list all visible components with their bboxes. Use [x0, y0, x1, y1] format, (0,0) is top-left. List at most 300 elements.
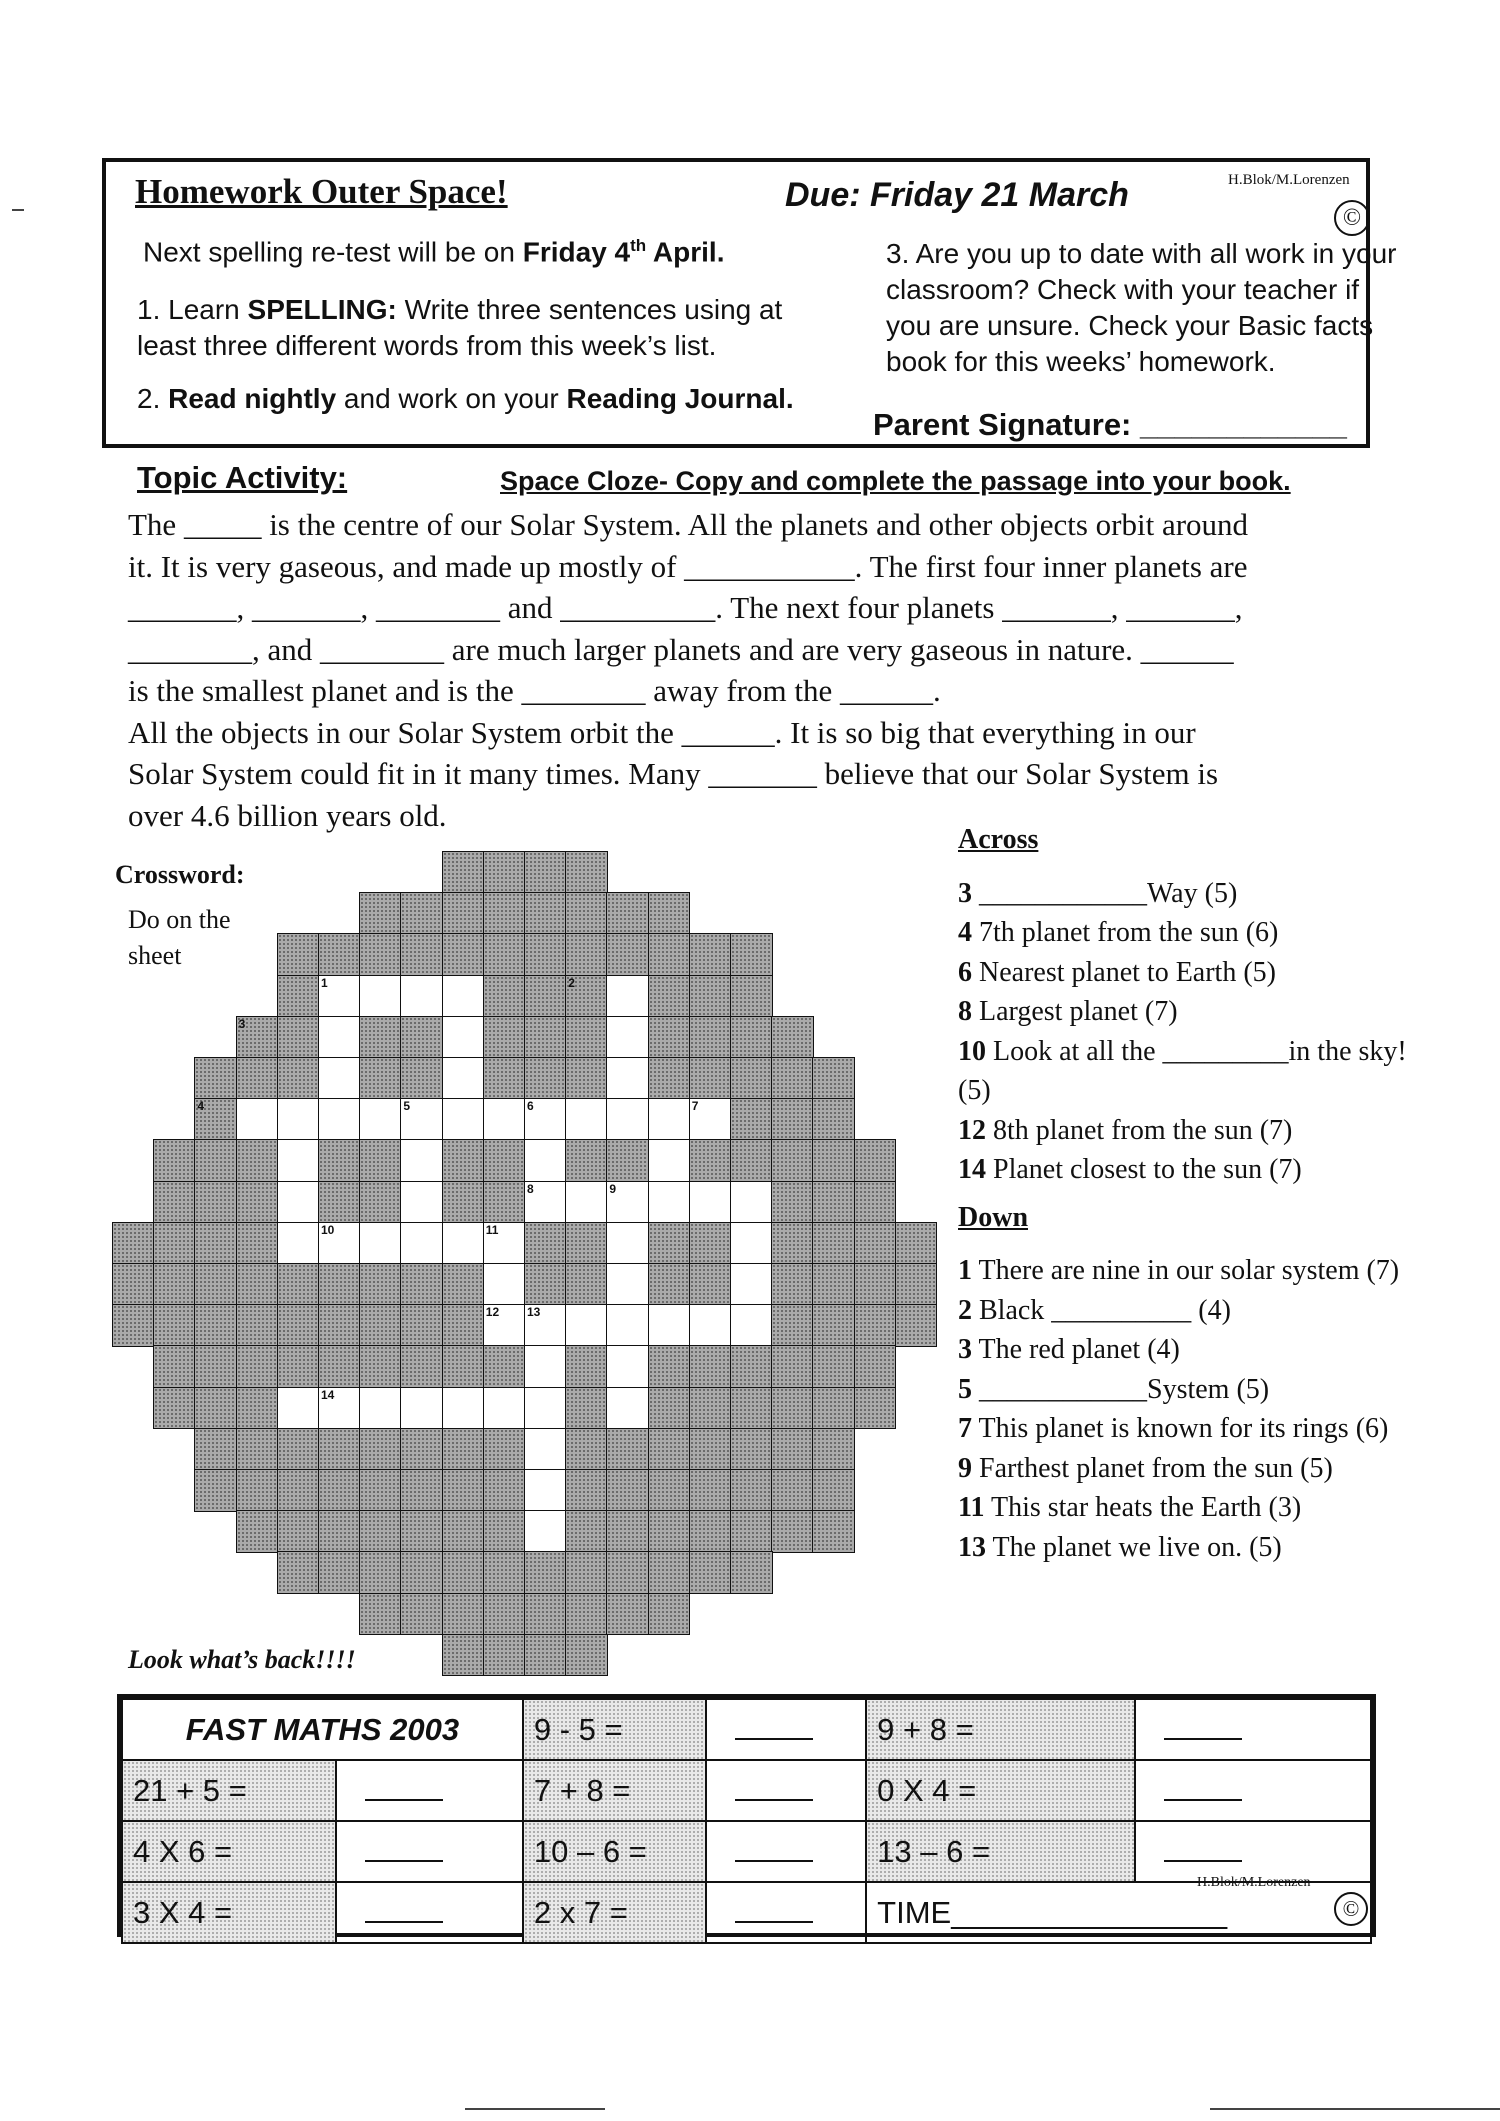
clue-number: 9: [609, 1181, 617, 1196]
cloze-line: All the objects in our Solar System orbit the ______. It is so big that everything in our: [128, 714, 1196, 750]
crossword-answer-cell[interactable]: [648, 1304, 691, 1347]
crossword-clues: [958, 820, 1428, 1567]
crossword-block-cell: [483, 933, 526, 976]
crossword-block-cell: [771, 1345, 814, 1388]
crossword-block-cell: [606, 1551, 649, 1594]
cloze-line: is the smallest planet and is the ________ away from the ______.: [128, 673, 941, 708]
crossword-answer-cell[interactable]: [524, 1139, 567, 1182]
crossword-answer-cell[interactable]: [318, 1098, 361, 1141]
crossword-block-cell: [648, 892, 691, 935]
clue-item: [958, 1330, 1428, 1370]
crossword-answer-cell[interactable]: [483, 1098, 526, 1141]
retest-sup: th: [630, 236, 647, 255]
crossword-block-cell: [277, 1510, 320, 1553]
crossword-block-cell: [359, 892, 402, 935]
crossword-block-cell: [194, 1263, 237, 1306]
crossword-block-cell: [359, 933, 402, 976]
crossword-answer-cell[interactable]: [483, 1263, 526, 1306]
crossword-block-cell: [359, 1469, 402, 1512]
maths-answer[interactable]: [1135, 1760, 1371, 1821]
item2-bold2: Reading Journal.: [566, 383, 794, 414]
crossword-answer-cell[interactable]: [606, 1057, 649, 1100]
crossword-answer-cell[interactable]: [318, 1016, 361, 1059]
crossword-block-cell: [483, 1469, 526, 1512]
maths-answer[interactable]: [706, 1699, 866, 1760]
crossword-block-cell: [524, 1222, 567, 1265]
clue-item-text: This star heats the Earth (3): [984, 1492, 1302, 1523]
crossword-answer-cell[interactable]: [318, 1387, 361, 1430]
crossword-answer-cell[interactable]: [730, 1304, 773, 1347]
item2-bold1: Read nightly: [168, 383, 337, 414]
crossword-block-cell: [689, 1428, 732, 1471]
crossword-block-cell: [730, 1469, 773, 1512]
topic-activity-label: Topic Activity:: [137, 460, 348, 495]
crossword-block-cell: [153, 1345, 196, 1388]
crossword-block-cell: [565, 1387, 608, 1430]
clue-item-text: Farthest planet from the sun (5): [972, 1452, 1333, 1484]
crossword-block-cell: [524, 933, 567, 976]
crossword-block-cell: [194, 1304, 237, 1347]
crossword-block-cell: [442, 1263, 485, 1306]
crossword-answer-cell[interactable]: [606, 1222, 649, 1265]
crossword-block-cell: [483, 1428, 526, 1471]
homework-item-reading: [137, 383, 794, 415]
crossword-block-cell: [400, 1593, 443, 1636]
crossword-answer-cell[interactable]: [277, 1387, 320, 1430]
crossword-block-cell: [606, 1428, 649, 1471]
crossword-block-cell: [153, 1304, 196, 1347]
maths-answer[interactable]: [336, 1821, 522, 1882]
crossword-answer-cell[interactable]: [400, 975, 443, 1018]
crossword-answer-cell[interactable]: [524, 1304, 567, 1347]
crossword-block-cell: [359, 1181, 402, 1224]
crossword-answer-cell[interactable]: [689, 1181, 732, 1224]
crossword-block-cell: [277, 1263, 320, 1306]
crossword-answer-cell[interactable]: [524, 1345, 567, 1388]
copyright-icon: ©: [1334, 200, 1370, 236]
crossword-answer-cell[interactable]: [606, 1345, 649, 1388]
maths-answer[interactable]: [706, 1821, 866, 1882]
crossword-block-cell: [442, 1634, 485, 1677]
crossword-answer-cell[interactable]: [442, 1016, 485, 1059]
crossword-block-cell: [771, 1016, 814, 1059]
crossword-block-cell: [606, 892, 649, 935]
crossword-block-cell: [524, 975, 567, 1018]
crossword-answer-cell[interactable]: [606, 1263, 649, 1306]
crossword-block-cell: [318, 1263, 361, 1306]
crossword-block-cell: [400, 1551, 443, 1594]
crossword-answer-cell[interactable]: [524, 1510, 567, 1553]
maths-answer[interactable]: [706, 1760, 866, 1821]
crossword-block-cell: [771, 1387, 814, 1430]
clue-number: 13: [527, 1305, 541, 1320]
crossword-block-cell: [277, 1057, 320, 1100]
crossword-block-cell: [442, 1551, 485, 1594]
crossword-answer-cell[interactable]: [277, 1181, 320, 1224]
crossword-block-cell: [565, 1263, 608, 1306]
crossword-block-cell: [194, 1139, 237, 1182]
crossword-block-cell: [812, 1098, 855, 1141]
clue-item: [958, 992, 1428, 1032]
clue-item: [958, 1409, 1428, 1449]
crossword-block-cell: [606, 933, 649, 976]
scan-mark: [12, 209, 24, 211]
clue-item-text: 8th planet from the sun (7): [986, 1114, 1293, 1146]
crossword-block-cell: [689, 1469, 732, 1512]
crossword-block-cell: [442, 892, 485, 935]
crossword-block-cell: [812, 1510, 855, 1553]
crossword-block-cell: [648, 1510, 691, 1553]
crossword-block-cell: [565, 1469, 608, 1512]
crossword-answer-cell[interactable]: [400, 1098, 443, 1141]
crossword-answer-cell[interactable]: [524, 1098, 567, 1141]
crossword-block-cell: [483, 1181, 526, 1224]
homework-item-spelling: [137, 292, 837, 364]
crossword-answer-cell[interactable]: [400, 1181, 443, 1224]
crossword-block-cell: [400, 933, 443, 976]
fast-maths-title: FAST MATHS 2003: [122, 1699, 523, 1760]
crossword-block-cell: [236, 1181, 279, 1224]
topic-instruction: Space Cloze- Copy and complete the passage into your book.: [500, 466, 1291, 496]
crossword-block-cell: [730, 1139, 773, 1182]
retest-notice: [143, 236, 724, 268]
cloze-line: _______, _______, ________ and __________. The next four planets _______, _______,: [128, 590, 1243, 625]
crossword-block-cell: [565, 851, 608, 894]
crossword-block-cell: [771, 1304, 814, 1347]
crossword-block-cell: [442, 1593, 485, 1636]
crossword-block-cell: [442, 851, 485, 894]
crossword-block-cell: [689, 1510, 732, 1553]
item2-num: 2.: [137, 383, 169, 414]
due-date: Due: Friday 21 March: [785, 176, 1129, 214]
cloze-line: Solar System could fit in it many times. Many _______ believe that our Solar System is: [128, 756, 1219, 791]
crossword-block-cell: [236, 1304, 279, 1347]
crossword-answer-cell[interactable]: [359, 1098, 402, 1141]
maths-question: 0 X 4 =: [866, 1760, 1135, 1821]
crossword-block-cell: [236, 1387, 279, 1430]
clue-item: [958, 1111, 1428, 1151]
clue-number: 1: [321, 975, 328, 990]
crossword-answer-cell[interactable]: [524, 1387, 567, 1430]
crossword-answer-cell[interactable]: [359, 1387, 402, 1430]
clue-number: 2: [568, 975, 575, 990]
crossword-block-cell: [648, 1057, 691, 1100]
crossword-block-cell: [194, 1345, 237, 1388]
crossword-answer-cell[interactable]: [565, 1181, 608, 1224]
crossword-block-cell: [689, 1057, 732, 1100]
crossword-block-cell: [648, 1222, 691, 1265]
crossword-block-cell: [112, 1263, 155, 1306]
crossword-answer-cell[interactable]: [524, 1469, 567, 1512]
crossword-answer-cell[interactable]: [730, 1263, 773, 1306]
clue-item-number: 1: [958, 1255, 972, 1286]
clue-item-number: 10: [958, 1035, 986, 1067]
maths-question: 3 X 4 =: [122, 1882, 336, 1943]
crossword-block-cell: [318, 1181, 361, 1224]
maths-question: 13 – 6 =: [866, 1821, 1135, 1882]
scan-mark: [465, 2108, 605, 2110]
crossword-answer-cell[interactable]: [359, 1222, 402, 1265]
clue-item-text: There are nine in our solar system (7): [972, 1255, 1400, 1286]
crossword-answer-cell[interactable]: [318, 975, 361, 1018]
crossword-block-cell: [812, 1222, 855, 1265]
crossword-block-cell: [194, 1387, 237, 1430]
crossword-block-cell: [565, 933, 608, 976]
crossword-answer-cell[interactable]: [524, 1428, 567, 1471]
maths-question: 4 X 6 =: [122, 1821, 336, 1882]
crossword-answer-cell[interactable]: [606, 975, 649, 1018]
crossword-block-cell: [812, 1263, 855, 1306]
crossword-block-cell: [277, 1345, 320, 1388]
maths-answer[interactable]: [1135, 1821, 1371, 1882]
crossword-answer-cell[interactable]: [318, 1057, 361, 1100]
crossword-block-cell: [565, 1428, 608, 1471]
crossword-block-cell: [524, 1551, 567, 1594]
crossword-block-cell: [318, 1510, 361, 1553]
crossword-block-cell: [400, 1016, 443, 1059]
crossword-answer-cell[interactable]: [442, 1098, 485, 1141]
clue-item-text: Largest planet (7): [972, 996, 1178, 1027]
maths-question: 2 x 7 =: [523, 1882, 706, 1943]
across-clue-list: [958, 874, 1428, 1190]
maths-question: 10 – 6 =: [523, 1821, 706, 1882]
crossword-block-cell: [524, 1593, 567, 1636]
crossword-answer-cell[interactable]: [359, 975, 402, 1018]
crossword-block-cell: [689, 1387, 732, 1430]
crossword-block-cell: [400, 1057, 443, 1100]
crossword-answer-cell[interactable]: [606, 1304, 649, 1347]
maths-answer[interactable]: [336, 1760, 522, 1821]
clue-item: [958, 1291, 1428, 1331]
crossword-block-cell: [565, 1634, 608, 1677]
retest-day: Friday 4: [522, 236, 631, 268]
crossword-answer-cell[interactable]: [689, 1098, 732, 1141]
time-field[interactable]: TIME________________: [866, 1882, 1371, 1943]
crossword-answer-cell[interactable]: [730, 1222, 773, 1265]
crossword-block-cell: [648, 1263, 691, 1306]
crossword-block-cell: [524, 851, 567, 894]
crossword-answer-cell[interactable]: [606, 1016, 649, 1059]
clue-item-number: 14: [958, 1154, 986, 1185]
crossword-block-cell: [812, 1057, 855, 1100]
maths-answer[interactable]: [706, 1882, 866, 1943]
crossword-block-cell: [812, 1181, 855, 1224]
crossword-block-cell: [689, 1139, 732, 1182]
crossword-answer-cell[interactable]: [483, 1222, 526, 1265]
clue-item-number: 8: [958, 996, 972, 1027]
crossword-block-cell: [277, 975, 320, 1018]
crossword-answer-cell[interactable]: [236, 1098, 279, 1141]
clue-item-number: 4: [958, 917, 972, 948]
crossword-block-cell: [236, 1263, 279, 1306]
crossword-block-cell: [483, 1593, 526, 1636]
crossword-block-cell: [689, 1551, 732, 1594]
crossword-answer-cell[interactable]: [606, 1387, 649, 1430]
item1-num: 1. Learn: [137, 294, 248, 325]
down-clue-list: [958, 1251, 1428, 1567]
maths-answer[interactable]: [336, 1882, 522, 1943]
crossword-block-cell: [565, 1345, 608, 1388]
crossword-block-cell: [442, 933, 485, 976]
crossword-block-cell: [359, 1510, 402, 1553]
crossword-answer-cell[interactable]: [524, 1181, 567, 1224]
crossword-block-cell: [359, 1057, 402, 1100]
item1-bold: SPELLING:: [247, 294, 397, 325]
crossword-answer-cell[interactable]: [442, 1387, 485, 1430]
homework-item-classroom: 3. Are you up to date with all work in your classroom? Check with your teacher if you are unsure. Check your Basic facts book for this weeks’ homework.: [886, 238, 1397, 377]
crossword-block-cell: [648, 1551, 691, 1594]
crossword-block-cell: [648, 1428, 691, 1471]
crossword-block-cell: [442, 1345, 485, 1388]
crossword-block-cell: [648, 1387, 691, 1430]
crossword-block-cell: [112, 1304, 155, 1347]
crossword-block-cell: [359, 1016, 402, 1059]
crossword-block-cell: [277, 1428, 320, 1471]
crossword-block-cell: [236, 1222, 279, 1265]
crossword-answer-cell[interactable]: [606, 1181, 649, 1224]
clue-item: [958, 1370, 1428, 1410]
crossword-block-cell: [771, 1057, 814, 1100]
clue-item: [958, 1150, 1428, 1190]
crossword-block-cell: [771, 1510, 814, 1553]
crossword-block-cell: [565, 892, 608, 935]
crossword-answer-cell[interactable]: [400, 1139, 443, 1182]
maths-answer[interactable]: [1135, 1699, 1371, 1760]
clue-item-number: 6: [958, 956, 972, 988]
crossword-block-cell: [400, 1345, 443, 1388]
crossword-block-cell: [194, 1222, 237, 1265]
crossword-answer-cell[interactable]: [648, 1139, 691, 1182]
cloze-passage: [128, 504, 1418, 836]
crossword-answer-cell[interactable]: [400, 1387, 443, 1430]
crossword-answer-cell[interactable]: [277, 1139, 320, 1182]
crossword-answer-cell[interactable]: [400, 1222, 443, 1265]
crossword-block-cell: [153, 1222, 196, 1265]
crossword-answer-cell[interactable]: [442, 1057, 485, 1100]
homework-title: Homework Outer Space!: [135, 172, 508, 211]
retest-text: Next spelling re-test will be on: [143, 236, 523, 268]
crossword-answer-cell[interactable]: [689, 1304, 732, 1347]
crossword-answer-cell[interactable]: [483, 1387, 526, 1430]
crossword-block-cell: [854, 1387, 897, 1430]
crossword-block-cell: [277, 1551, 320, 1594]
clue-item: [958, 1528, 1428, 1568]
crossword-block-cell: [483, 1634, 526, 1677]
crossword-block-cell: [812, 1387, 855, 1430]
item2-mid: and work on your: [336, 383, 567, 414]
crossword-block-cell: [689, 975, 732, 1018]
crossword-block-cell: [442, 1304, 485, 1347]
clue-item-number: 3: [958, 877, 972, 909]
clue-number: 3: [238, 1016, 246, 1031]
clue-item-text: The red planet (4): [972, 1334, 1180, 1365]
clue-item-text: 7th planet from the sun (6): [972, 917, 1279, 948]
clue-number: 11: [485, 1222, 499, 1237]
crossword-block-cell: [771, 1098, 814, 1141]
crossword-block-cell: [730, 1551, 773, 1594]
crossword-block-cell: [236, 1057, 279, 1100]
crossword-block-cell: [483, 1510, 526, 1553]
crossword-block-cell: [442, 1139, 485, 1182]
crossword-block-cell: [565, 1593, 608, 1636]
crossword-block-cell: [771, 1139, 814, 1182]
crossword-block-cell: [318, 1428, 361, 1471]
clue-item: [958, 953, 1428, 993]
crossword-answer-cell[interactable]: [565, 1098, 608, 1141]
crossword-block-cell: [812, 1139, 855, 1182]
crossword-block-cell: [854, 1345, 897, 1388]
clue-item-text: ____________Way (5): [972, 877, 1238, 909]
crossword-block-cell: [895, 1222, 938, 1265]
crossword-answer-cell[interactable]: [277, 1222, 320, 1265]
crossword-block-cell: [359, 1593, 402, 1636]
crossword-block-cell: [112, 1222, 155, 1265]
crossword-block-cell: [359, 1139, 402, 1182]
crossword-block-cell: [277, 1016, 320, 1059]
crossword-answer-cell[interactable]: [442, 975, 485, 1018]
crossword-block-cell: [483, 1016, 526, 1059]
crossword-block-cell: [194, 1469, 237, 1512]
crossword-block-cell: [277, 1304, 320, 1347]
crossword-answer-cell[interactable]: [606, 1098, 649, 1141]
crossword-block-cell: [565, 1551, 608, 1594]
crossword-block-cell: [483, 1057, 526, 1100]
clue-number: 10: [321, 1222, 335, 1237]
clue-number: 8: [527, 1181, 534, 1196]
crossword-block-cell: [194, 1428, 237, 1471]
clue-item-number: 11: [958, 1492, 985, 1523]
crossword-block-cell: [153, 1387, 196, 1430]
crossword-block-cell: [565, 975, 608, 1018]
crossword-answer-cell[interactable]: [483, 1304, 526, 1347]
crossword-block-cell: [359, 1551, 402, 1594]
crossword-block-cell: [771, 1469, 814, 1512]
crossword-block-cell: [400, 1469, 443, 1512]
crossword-block-cell: [771, 1263, 814, 1306]
clue-item-number: 13: [958, 1531, 986, 1563]
crossword-block-cell: [854, 1139, 897, 1182]
parent-signature: Parent Signature: ____________: [873, 407, 1347, 442]
crossword-block-cell: [730, 1016, 773, 1059]
crossword-answer-cell[interactable]: [277, 1098, 320, 1141]
crossword-answer-cell[interactable]: [565, 1304, 608, 1347]
crossword-block-cell: [565, 1510, 608, 1553]
crossword-block-cell: [812, 1304, 855, 1347]
crossword-answer-cell[interactable]: [442, 1222, 485, 1265]
crossword-block-cell: [236, 1016, 279, 1059]
item1-rest: Write three sentences using at least three different words from this week’s list.: [137, 294, 783, 361]
crossword-block-cell: [153, 1181, 196, 1224]
crossword-block-cell: [565, 1057, 608, 1100]
crossword-block-cell: [648, 1593, 691, 1636]
crossword-block-cell: [854, 1304, 897, 1347]
crossword-answer-cell[interactable]: [648, 1098, 691, 1141]
crossword-block-cell: [524, 1057, 567, 1100]
crossword-answer-cell[interactable]: [730, 1181, 773, 1224]
fast-maths-table: [117, 1694, 1376, 1937]
clue-item-number: 5: [958, 1373, 972, 1405]
crossword-block-cell: [236, 1510, 279, 1553]
crossword-answer-cell[interactable]: [318, 1222, 361, 1265]
crossword-block-cell: [730, 1428, 773, 1471]
crossword-block-cell: [689, 1222, 732, 1265]
clue-item-number: 7: [958, 1413, 972, 1444]
clue-number: 7: [691, 1099, 699, 1114]
clue-number: 5: [403, 1099, 411, 1114]
crossword-block-cell: [648, 1345, 691, 1388]
crossword-answer-cell[interactable]: [648, 1181, 691, 1224]
clue-item-text: Nearest planet to Earth (5): [972, 956, 1276, 988]
